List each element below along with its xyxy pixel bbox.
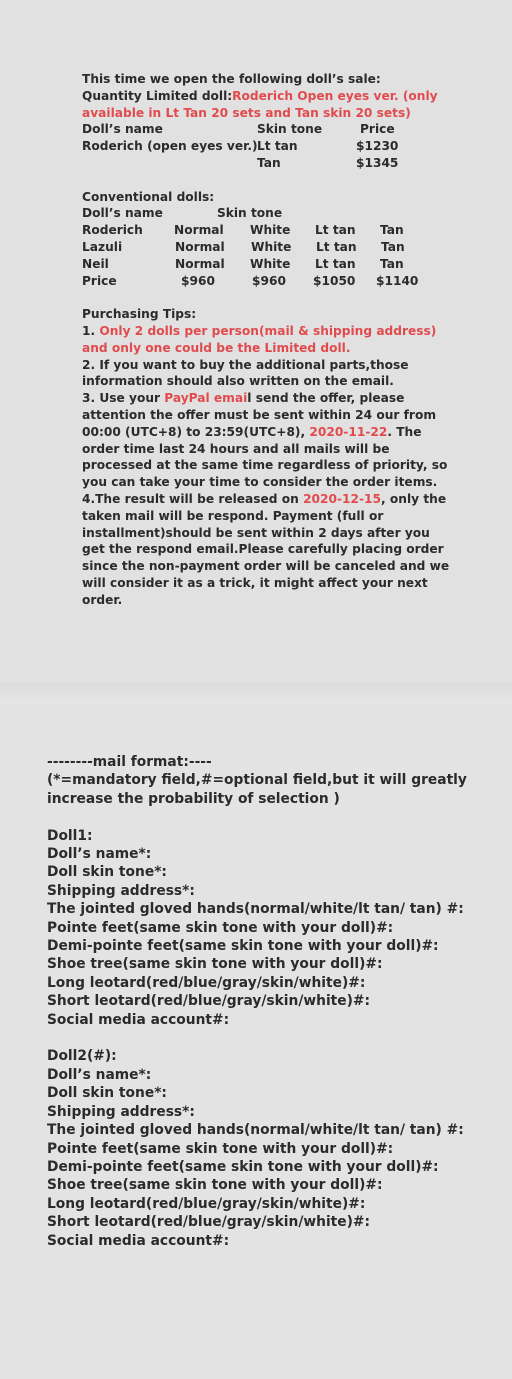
tip-3-time-range: 00:00 (UTC+8) to 23:59(UTC+8), (82, 424, 310, 439)
conventional-price-lttan: $1050 (313, 273, 356, 288)
doll1-field: Short leotard(red/blue/gray/skin/white)#: (47, 993, 371, 1010)
sale-info-content (82, 71, 450, 609)
conventional-row-lttan: Lt tan (315, 256, 356, 271)
conventional-row-normal: Normal (175, 239, 225, 254)
tip-2-line-2: information should also written on the email. (82, 374, 394, 389)
doll1-field: Long leotard(red/blue/gray/skin/white)#: (47, 974, 366, 991)
conventional-row-name: Roderich (82, 223, 143, 238)
paypal-email-highlight: PayPal emai (164, 391, 248, 406)
doll2-title: Doll2(#): (47, 1048, 117, 1065)
doll1-field: Demi-pointe feet(same skin tone with your doll)#: (47, 938, 439, 955)
limited-row-price: $1230 (356, 139, 399, 154)
tip-4-line-7: order. (82, 592, 123, 607)
conventional-row-normal: Normal (175, 256, 225, 271)
tip-3-line-4: order time last 24 hours and all mails will be (82, 441, 390, 456)
tip-4-line-4: get the respond email.Please carefully placing order (82, 542, 444, 557)
doll2-field: Shoe tree(same skin tone with your doll)#: (47, 1177, 383, 1194)
tip-4-line-3: installment)should be sent within 2 days after you (82, 525, 430, 540)
conventional-price-white: $960 (252, 273, 286, 288)
intro-line-2 (82, 88, 438, 105)
limited-table-header (82, 121, 432, 138)
tip-4-line-5: since the non-payment order will be canceled and we (82, 559, 450, 574)
conventional-row-white: White (250, 223, 291, 238)
conventional-table-row (82, 256, 432, 273)
conventional-price-tan: $1140 (376, 273, 419, 288)
doll2-field: Shipping address*: (47, 1103, 195, 1120)
order-date-highlight: 2020-11-22 (309, 424, 388, 439)
tip-3-line-3 (82, 424, 432, 441)
conventional-row-tan: Tan (380, 256, 404, 271)
doll2-field: Doll’s name*: (47, 1066, 152, 1083)
conventional-header-name: Doll’s name (82, 206, 163, 221)
mail-format-note-line-1: (*=mandatory field,#=optional field,but it will greatly (47, 772, 467, 789)
doll1-field: Doll skin tone*: (47, 864, 167, 881)
tip-2-line-1: 2. If you want to buy the additional parts,those (82, 357, 409, 372)
doll2-field: Demi-pointe feet(same skin tone with your doll)#: (47, 1158, 439, 1175)
conventional-row-normal: Normal (174, 223, 224, 238)
conventional-header-skin: Skin tone (217, 206, 283, 221)
doll1-field: Pointe feet(same skin tone with your doll)#: (47, 919, 394, 936)
mail-format-title: --------mail format:---- (47, 754, 212, 770)
conventional-table-row (82, 239, 432, 256)
tip-1-line-2: and only one could be the Limited doll. (82, 340, 351, 355)
mail-format-note-line-2: increase the probability of selection ) (47, 790, 340, 807)
conventional-price-label: Price (82, 273, 117, 288)
limited-table-row (82, 138, 432, 155)
doll1-field: Shipping address*: (47, 882, 195, 899)
conventional-row-lttan: Lt tan (315, 223, 356, 238)
doll2-field: The jointed gloved hands(normal/white/lt tan/ tan) #: (47, 1122, 464, 1139)
limited-header-name: Doll’s name (82, 122, 163, 137)
limited-header-skin: Skin tone (257, 122, 323, 137)
tip-3-prefix: 3. Use your (82, 391, 165, 406)
doll1-field: Doll’s name*: (47, 846, 152, 863)
tip-3-line-3-suffix: . The (387, 424, 422, 439)
tip-3-line-6: you can take your time to consider the order items. (82, 475, 438, 490)
conventional-price-row (82, 273, 432, 290)
panel-divider (0, 682, 512, 704)
tips-title: Purchasing Tips: (82, 307, 197, 322)
intro-line-1: This time we open the following doll’s sale: (82, 72, 381, 86)
conventional-table-row (82, 222, 432, 239)
tip-4-suffix: , only the (381, 491, 447, 506)
conventional-row-tan: Tan (381, 239, 405, 254)
limited-doll-highlight: Roderich Open eyes ver. (only (232, 88, 438, 103)
tip-1-line-1 (82, 323, 437, 340)
doll1-field: Shoe tree(same skin tone with your doll)#: (47, 956, 383, 973)
tip-4-line-1 (82, 491, 447, 508)
limited-doll-availability: available in Lt Tan 20 sets and Tan skin 20 sets) (82, 105, 411, 120)
limited-table-row (82, 155, 432, 172)
limited-row-name: Roderich (open eyes ver.) (82, 139, 258, 154)
tip-3-suffix: l send the offer, please (247, 391, 405, 406)
conventional-table-header (82, 205, 432, 222)
conventional-row-name: Neil (82, 256, 109, 271)
doll2-field: Pointe feet(same skin tone with your doll)#: (47, 1140, 394, 1157)
result-date-highlight: 2020-12-15 (303, 491, 382, 506)
tip-4-line-2: taken mail will be respond. Payment (full or (82, 508, 384, 523)
tip-3-line-2: attention the offer must be sent within 24 our from (82, 407, 437, 422)
doll1-field: The jointed gloved hands(normal/white/lt tan/ tan) #: (47, 901, 464, 918)
conventional-row-white: White (250, 256, 291, 271)
conventional-row-white: White (251, 239, 292, 254)
doll2-field: Doll skin tone*: (47, 1085, 167, 1102)
tip-4-line-6: will consider it as a trick, it might affect your next (82, 575, 428, 590)
limited-header-price: Price (360, 122, 395, 137)
tip-4-prefix: 4.The result will be released on (82, 491, 304, 506)
conventional-row-tan: Tan (380, 223, 404, 238)
conventional-title: Conventional dolls: (82, 189, 215, 204)
limited-row-price: $1345 (356, 155, 399, 170)
intro-limited-label: Quantity Limited doll: (82, 88, 233, 103)
conventional-price-normal: $960 (181, 273, 215, 288)
conventional-row-lttan: Lt tan (316, 239, 357, 254)
doll1-title: Doll1: (47, 827, 93, 844)
limited-row-skin: Lt tan (257, 139, 298, 154)
doll1-field: Social media account#: (47, 1011, 230, 1028)
limited-row-skin: Tan (257, 155, 281, 170)
doll2-field: Social media account#: (47, 1232, 230, 1249)
tip-3-line-5: processed at the same time regardless of priority, so (82, 458, 448, 473)
tip-1-highlight: Only 2 dolls per person(mail & shipping address) (99, 323, 437, 338)
mail-format-content (47, 753, 487, 1250)
conventional-row-name: Lazuli (82, 239, 123, 254)
doll2-field: Long leotard(red/blue/gray/skin/white)#: (47, 1195, 366, 1212)
tip-1-number: 1. (82, 323, 100, 338)
doll2-field: Short leotard(red/blue/gray/skin/white)#: (47, 1214, 371, 1231)
tip-3-line-1 (82, 390, 432, 407)
